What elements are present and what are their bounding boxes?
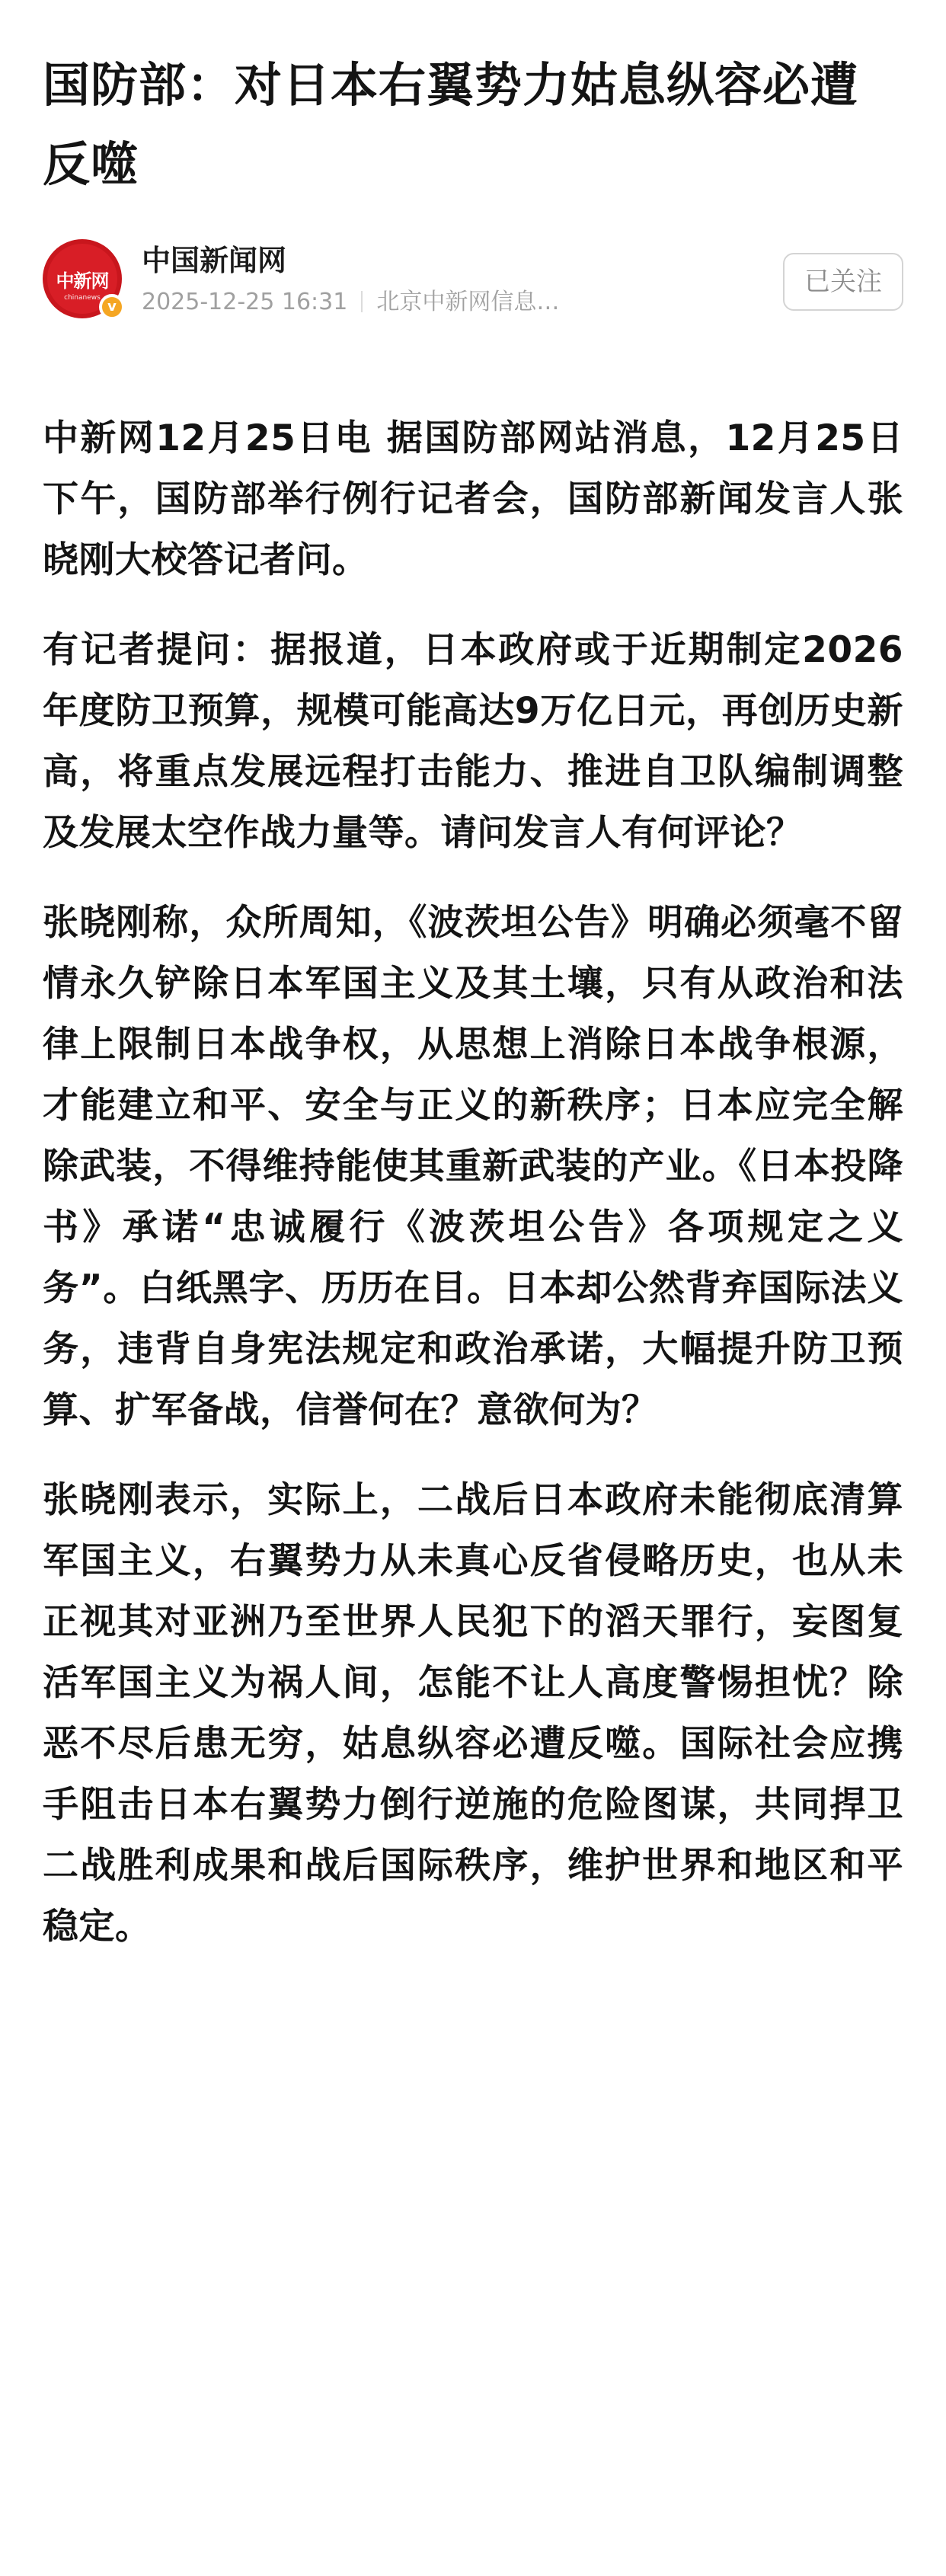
publish-meta xyxy=(142,288,559,317)
article-paragraph: 张晓刚称，众所周知，《波茨坦公告》明确必须毫不留情永久铲除日本军国主义及其土壤，只有从政治和法律上限制日本战争权，从思想上消除日本战争根源，才能建立和平、安全与正义的新秩序；日本应完全解除武装，不得维持能使其重新武装的产业。《日本投降书》承诺“忠诚履行《波茨坦公告》各项规定之义务”。白纸黑字、历历在目。日本却公然背弃国际法义务，违背自身宪法规定和政治承诺，大幅提升防卫预算、扩军备战，信誉何在？意欲何为？ xyxy=(43,902,903,1431)
author-row xyxy=(43,239,903,324)
article-paragraph: 中新网12月25日电 据国防部网站消息，12月25日下午，国防部举行例行记者会，国防部新闻发言人张晓刚大校答记者问。 xyxy=(43,417,903,581)
article-title: 国防部：对日本右翼势力姑息纵容必遭反噬 xyxy=(43,57,859,192)
publish-timestamp: 2025-12-25 16:31 xyxy=(142,289,348,315)
article-body xyxy=(43,408,903,1958)
publish-location: 北京中新网信息… xyxy=(376,289,560,315)
source-name[interactable]: 中国新闻网 xyxy=(142,244,287,277)
source-avatar[interactable] xyxy=(43,239,122,318)
verified-badge-icon: v xyxy=(99,294,125,320)
logo-subtext: chinanews xyxy=(64,294,101,302)
follow-button[interactable]: 已关注 xyxy=(783,253,903,311)
meta-divider xyxy=(361,291,363,312)
logo-text: 中新网 xyxy=(56,269,109,292)
article-paragraph: 有记者提问：据报道，日本政府或于近期制定2026年度防卫预算，规模可能高达9万亿日元，再创历史新高，将重点发展远程打击能力、推进自卫队编制调整及发展太空作战力量等。请问发言人有何评论？ xyxy=(43,629,903,854)
article-paragraph: 张晓刚表示，实际上，二战后日本政府未能彻底清算军国主义，右翼势力从未真心反省侵略历史，也从未正视其对亚洲乃至世界人民犯下的滔天罪行，妄图复活军国主义为祸人间，怎能不让人高度警惕担忧？除恶不尽后患无穷，姑息纵容必遭反噬。国际社会应携手阻击日本右翼势力倒行逆施的危险图谋，共同捍卫二战胜利成果和战后国际秩序，维护世界和地区和平稳定。 xyxy=(43,1479,903,1948)
